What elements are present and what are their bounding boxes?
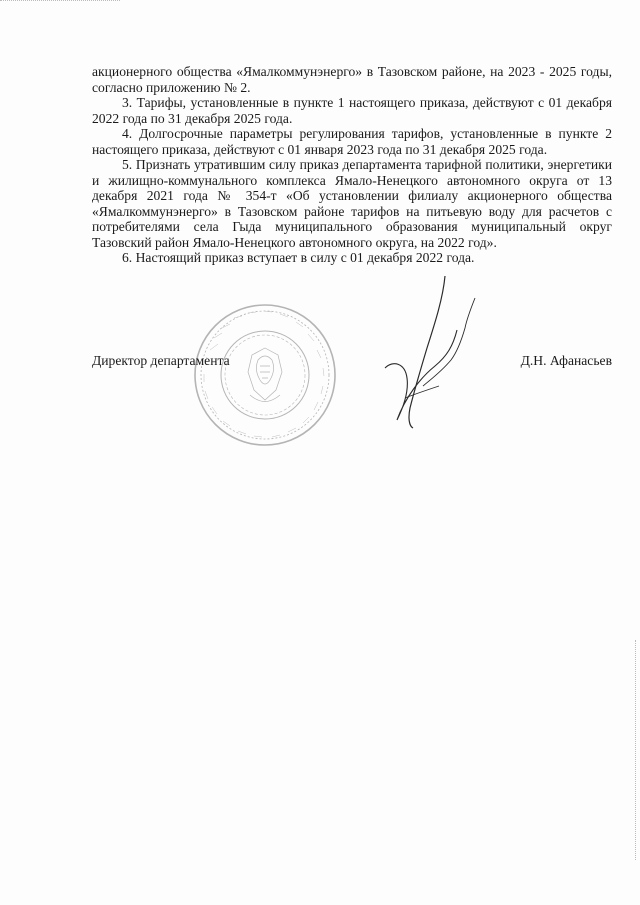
paragraph-5: 5. Признать утратившим силу приказ департамента тарифной политики, энергетики и жилищно-коммунального комплекса Ямало-Ненецкого автономного округа от 13 декабря 2021 года № 354-т «Об установлении филиалу акционерного общества «Ямалкоммунэнерго» в Тазовском районе тарифов на питьевую воду для расчетов с потребителями села Гыда муниципального образования муниципальный округ Тазовский район Ямало-Ненецкого автономного округа, на 2022 год». — [92, 157, 612, 250]
scan-artifact-edge — [633, 640, 636, 860]
signatory-name: Д.Н. Афанасьев — [520, 353, 612, 368]
handwritten-signature-icon — [375, 268, 495, 438]
signatory-position: Директор департамента — [92, 353, 230, 368]
paragraph-continuation: акционерного общества «Ямалкоммунэнерго» в Тазовском районе, на 2023 - 2025 годы, согласно приложению № 2. — [92, 64, 612, 95]
paragraph-3: 3. Тарифы, установленные в пункте 1 настоящего приказа, действуют с 01 декабря 2022 года по 31 декабря 2025 года. — [92, 95, 612, 126]
document-body — [92, 64, 612, 266]
paragraph-4: 4. Долгосрочные параметры регулирования тарифов, установленные в пункте 2 настоящего приказа, действуют с 01 января 2023 года по 31 декабря 2025 года. — [92, 126, 612, 157]
official-seal-icon — [190, 300, 340, 450]
scan-artifact — [0, 0, 120, 3]
paragraph-6: 6. Настоящий приказ вступает в силу с 01 декабря 2022 года. — [122, 250, 475, 265]
